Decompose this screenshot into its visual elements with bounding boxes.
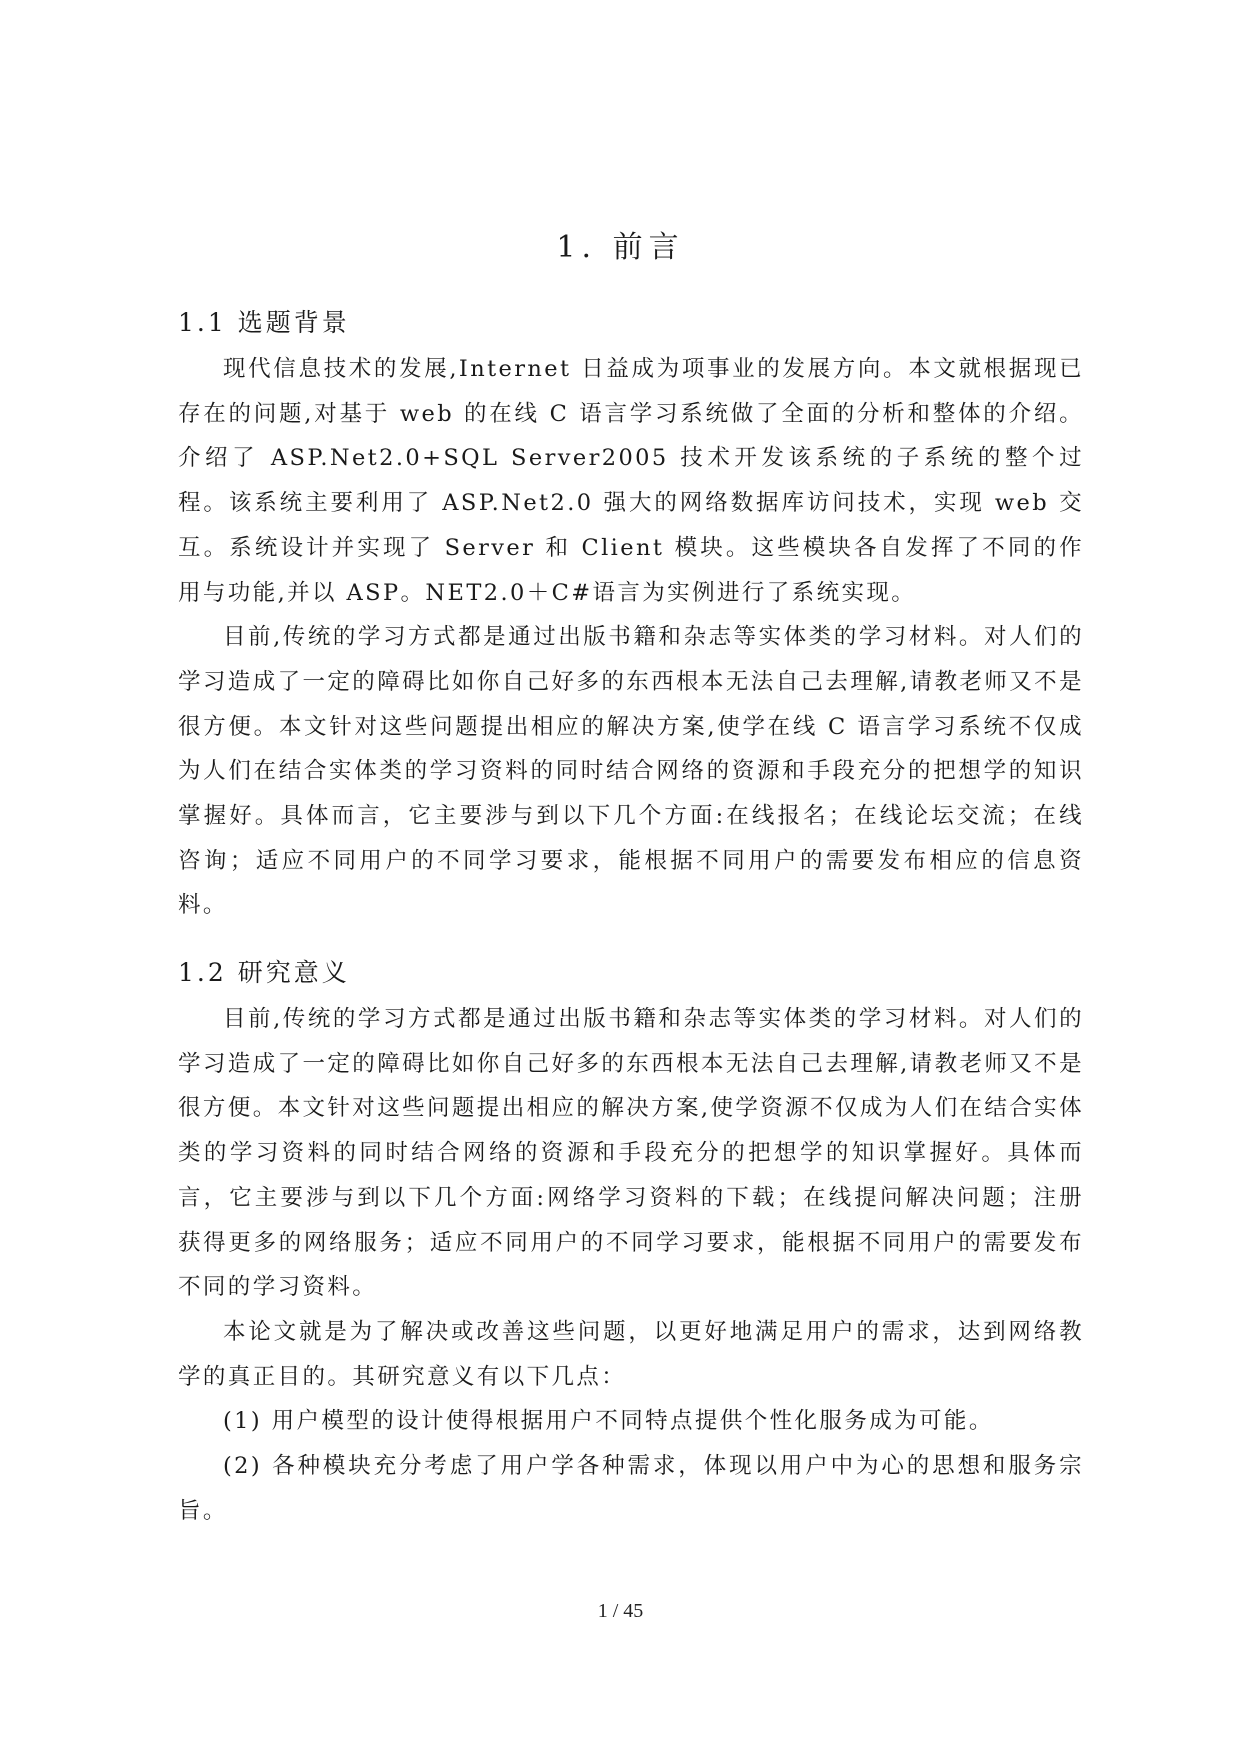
paragraph: 现代信息技术的发展,Internet 日益成为项事业的发展方向。本文就根据现已存在的问题,对基于 web 的在线 C 语言学习系统做了全面的分析和整体的介绍。介绍了 ASP.Net2.0+SQL Server2005 技术开发该系统的子系统的整个过程。该系统主要利用了 ASP.Net2.0 强大的网络数据库访问技术，实现 web 交互。系统设计并实现了 Server 和 Client 模块。这些模块各自发挥了不同的作用与功能,并以 ASP。NET2.0＋C#语言为实例进行了系统实现。: [178, 356, 1084, 606]
section-1-1: [178, 305, 1084, 928]
paragraph: 本论文就是为了解决或改善这些问题，以更好地满足用户的需求，达到网络教学的真正目的。其研究意义有以下几点：: [178, 1318, 1084, 1390]
section-title-1-2: 1.2 研究意义: [178, 958, 350, 987]
section-1-2: [178, 955, 1084, 1533]
chapter-title: 1. 前言: [556, 230, 685, 265]
page-number: 1 / 45: [597, 1600, 644, 1622]
list-item: (1) 用户模型的设计使得根据用户不同特点提供个性化服务成为可能。: [223, 1408, 994, 1435]
paragraph: 目前,传统的学习方式都是通过出版书籍和杂志等实体类的学习材料。对人们的学习造成了一定的障碍比如你自己好多的东西根本无法自己去理解,请教老师又不是很方便。本文针对这些问题提出相应的解决方案,使学在线 C 语言学习系统不仅成为人们在结合实体类的学习资料的同时结合网络的资源和手段充分的把想学的知识掌握好。具体而言，它主要涉与到以下几个方面:在线报名；在线论坛交流；在线咨询；适应不同用户的不同学习要求，能根据不同用户的需要发布相应的信息资料。: [178, 624, 1084, 919]
list-item: (2) 各种模块充分考虑了用户学各种需求，体现以用户中为心的思想和服务宗旨。: [178, 1453, 1084, 1524]
paragraph: 目前,传统的学习方式都是通过出版书籍和杂志等实体类的学习材料。对人们的学习造成了一定的障碍比如你自己好多的东西根本无法自己去理解,请教老师又不是很方便。本文针对这些问题提出相应的解决方案,使学资源不仅成为人们在结合实体类的学习资料的同时结合网络的资源和手段充分的把想学的知识掌握好。具体而言，它主要涉与到以下几个方面:网络学习资料的下载；在线提问解决问题；注册获得更多的网络服务；适应不同用户的不同学习要求，能根据不同用户的需要发布不同的学习资料。: [178, 1006, 1084, 1301]
section-title-1-1: 1.1 选题背景: [178, 308, 350, 337]
